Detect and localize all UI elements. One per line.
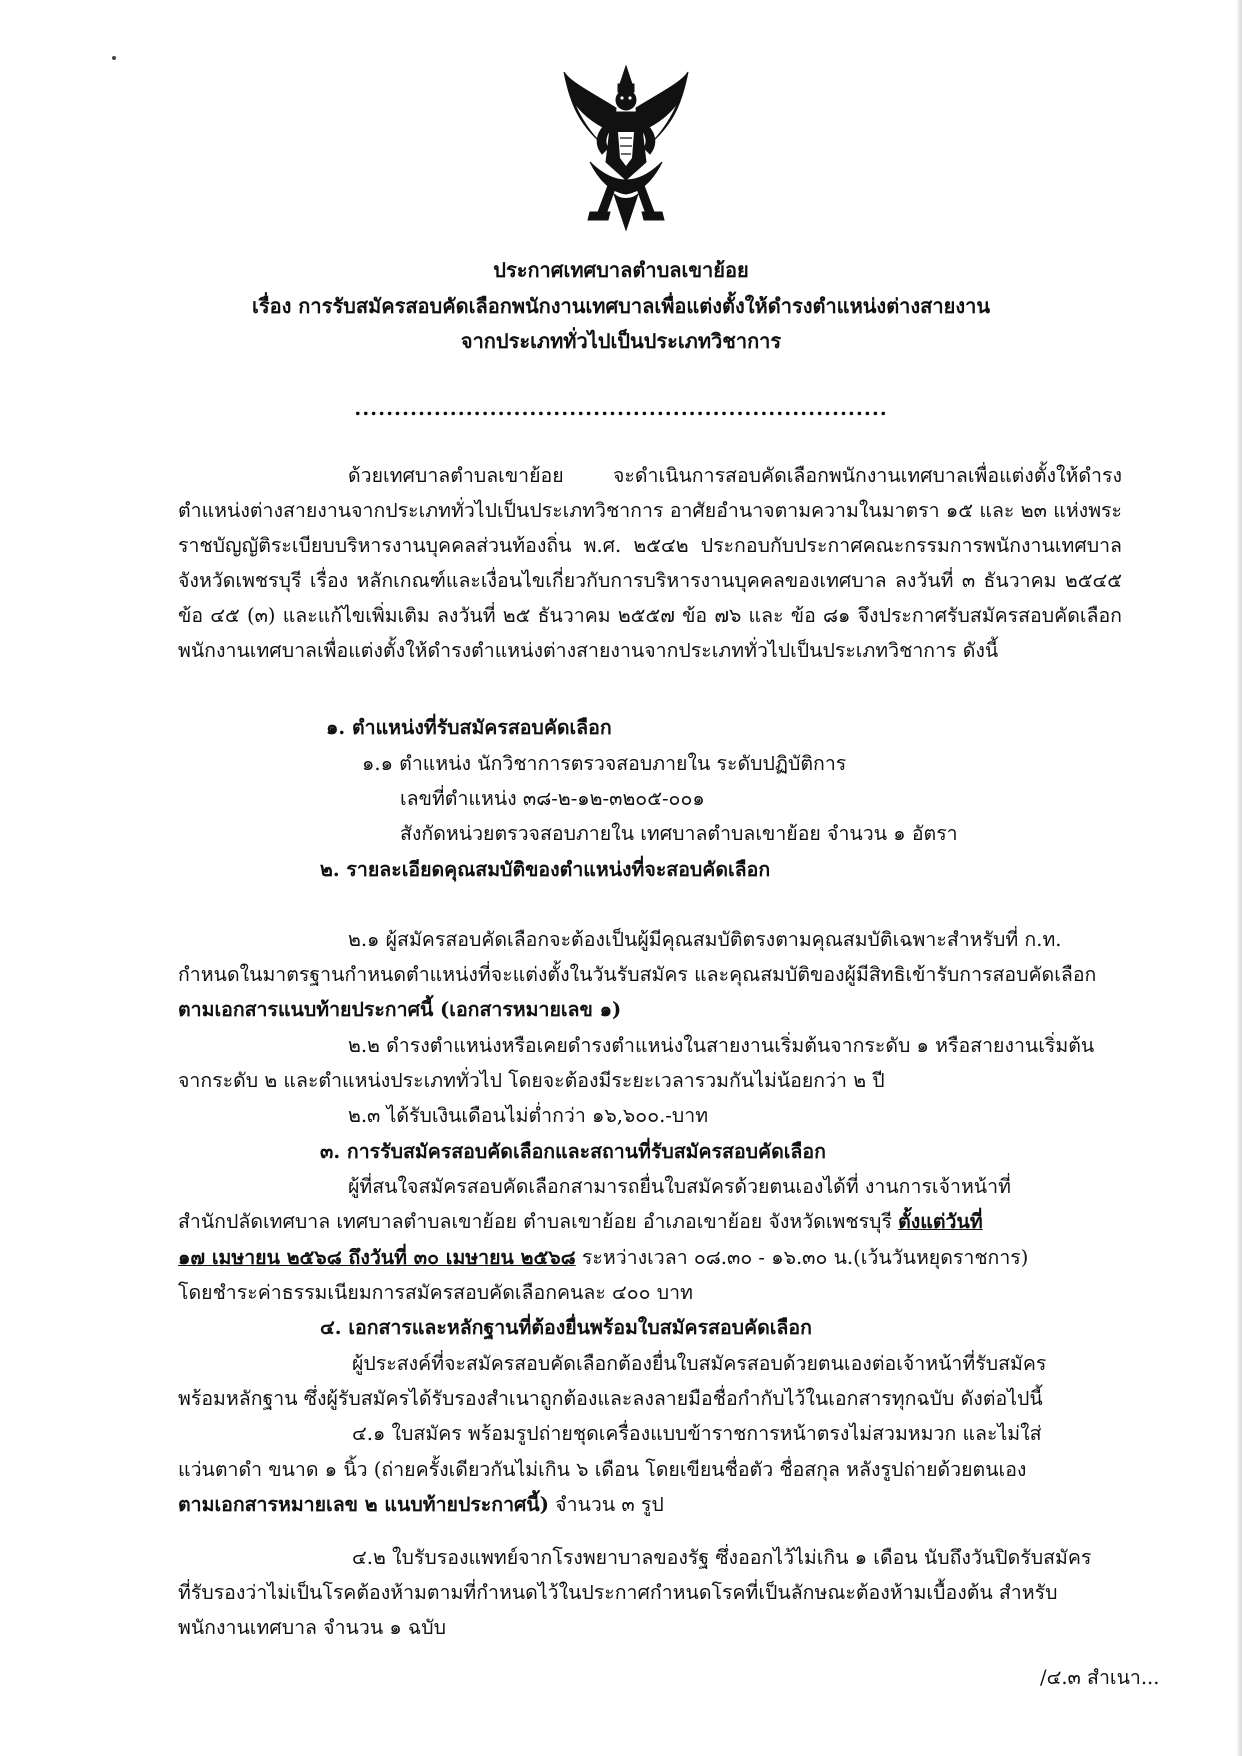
- section2-p1-line2: กำหนดในมาตรฐานกำหนดตำแหน่งที่จะแต่งตั้งในวันรับสมัคร และคุณสมบัติของผู้มีสิทธิเข้ารับการสอบคัดเลือก: [178, 963, 1097, 986]
- section4-title: ๔. เอกสารและหลักฐานที่ต้องยื่นพร้อมใบสมัครสอบคัดเลือก: [320, 1316, 812, 1339]
- section1-item3: สังกัดหน่วยตรวจสอบภายใน เทศบาลตำบลเขาย้อย จำนวน ๑ อัตรา: [400, 822, 958, 845]
- section1-item2: เลขที่ตำแหน่ง ๓๘-๒-๑๒-๓๒๐๕-๐๐๑: [400, 787, 705, 810]
- announcement-subject-cont: จากประเภททั่วไปเป็นประเภทวิชาการ: [460, 329, 782, 353]
- separator-dots: ...................................................................: [354, 396, 888, 420]
- section3-date-range: ๑๗ เมษายน ๒๕๖๘ ถึงวันที่ ๓๐ เมษายน ๒๕๖๘: [178, 1246, 576, 1269]
- section2-title: ๒. รายละเอียดคุณสมบัติของตำแหน่งที่จะสอบคัดเลือก: [320, 858, 771, 881]
- section4-p41-count: จำนวน ๓ รูป: [555, 1493, 664, 1516]
- section3-date-start-label: ตั้งแต่วันที่: [898, 1210, 983, 1233]
- section2-p2-lead: ๒.๒ ดำรงตำแหน่งหรือเคยดำรงตำแหน่งในสายงานเริ่มต้นจากระดับ ๑ หรือสายงานเริ่มต้น: [348, 1034, 1095, 1057]
- section4-p42-line2: ที่รับรองว่าไม่เป็นโรคต้องห้ามตามที่กำหนดไว้ในประกาศกำหนดโรคที่เป็นลักษณะต้องห้ามเบื้องต้น สำหรับ: [178, 1581, 1058, 1604]
- section4-p42-line3: พนักงานเทศบาล จำนวน ๑ ฉบับ: [178, 1616, 446, 1639]
- section3-hours: ระหว่างเวลา ๐๘.๓๐ - ๑๖.๓๐ น.(เว้นวันหยุดราชการ): [581, 1246, 1029, 1269]
- section4-p41-lead: ๔.๑ ใบสมัคร พร้อมรูปถ่ายชุดเครื่องแบบข้าราชการหน้าตรงไม่สวมหมวก และไม่ใส่: [352, 1422, 1042, 1445]
- section3-line3: [178, 1240, 1028, 1275]
- intro-paragraph: ด้วยเทศบาลตำบลเขาย้อย จะดำเนินการสอบคัดเลือกพนักงานเทศบาลเพื่อแต่งตั้งให้ดำรงตำแหน่งต่างสายงานจากประเภททั่วไปเป็นประเภทวิชาการ อาศัยอำนาจตามความในมาตรา ๑๕ และ ๒๓ แห่งพระราชบัญญัติระเบียบบริหารงานบุคคลส่วนท้องถิ่น พ.ศ. ๒๕๔๒ ประกอบกับประกาศคณะกรรมการพนักงานเทศบาลจังหวัดเพชรบุรี เรื่อง หลักเกณฑ์และเงื่อนไขเกี่ยวกับการบริหารงานบุคคลของเทศบาล ลงวันที่ ๓ ธันวาคม ๒๕๔๕ ข้อ ๔๕ (๓) และแก้ไขเพิ่มเติม ลงวันที่ ๒๕ ธันวาคม ๒๕๕๗ ข้อ ๗๖ และ ข้อ ๘๑ จึงประกาศรับสมัครสอบคัดเลือกพนักงานเทศบาลเพื่อแต่งตั้งให้ดำรงตำแหน่งต่างสายงานจากประเภททั่วไปเป็นประเภทวิชาการ ดังนี้: [178, 464, 1122, 662]
- garuda-emblem-icon: [560, 62, 692, 232]
- section3-fee: โดยชำระค่าธรรมเนียมการสมัครสอบคัดเลือกคนละ ๔๐๐ บาท: [178, 1281, 693, 1304]
- section4-p41-line3: [178, 1487, 664, 1522]
- announcement-title: ประกาศเทศบาลตำบลเขาย้อย: [493, 258, 749, 282]
- section2-p3: ๒.๓ ได้รับเงินเดือนไม่ต่ำกว่า ๑๖,๖๐๐.-บาท: [348, 1104, 709, 1127]
- section1-title: ๑. ตำแหน่งที่รับสมัครสอบคัดเลือก: [326, 716, 612, 739]
- section2-p2-line2: จากระดับ ๒ และตำแหน่งประเภททั่วไป โดยจะต้องมีระยะเวลารวมกันไม่น้อยกว่า ๒ ปี: [178, 1069, 885, 1092]
- next-page-reference: /๔.๓ สำเนา...: [1040, 1666, 1160, 1689]
- section4-p42-lead: ๔.๒ ใบรับรองแพทย์จากโรงพยาบาลของรัฐ ซึ่งออกไว้ไม่เกิน ๑ เดือน นับถึงวันปิดรับสมัคร: [352, 1546, 1092, 1569]
- section3-line2: [178, 1204, 983, 1239]
- section4-p41-line2: แว่นตาดำ ขนาด ๑ นิ้ว (ถ่ายครั้งเดียวกันไม่เกิน ๖ เดือน โดยเขียนชื่อตัว ชื่อสกุล หลังรูปถ่ายด้วยตนเอง: [178, 1458, 1027, 1481]
- section4-p41-bold: ตามเอกสารหมายเลข ๒ แนบท้ายประกาศนี้): [178, 1493, 549, 1516]
- section1-item1: ๑.๑ ตำแหน่ง นักวิชาการตรวจสอบภายใน ระดับปฏิบัติการ: [362, 752, 847, 775]
- section3-line1: ผู้ที่สนใจสมัครสอบคัดเลือกสามารถยื่นใบสมัครด้วยตนเองได้ที่ งานการเจ้าหน้าที่: [348, 1175, 1011, 1198]
- section3-location: สำนักปลัดเทศบาล เทศบาลตำบลเขาย้อย ตำบลเขาย้อย อำเภอเขาย้อย จังหวัดเพชรบุรี: [178, 1210, 892, 1233]
- section2-p1-bold: ตามเอกสารแนบท้ายประกาศนี้ (เอกสารหมายเลข ๑): [178, 998, 622, 1021]
- scan-speck: [112, 56, 116, 60]
- section4-line2: พร้อมหลักฐาน ซึ่งผู้รับสมัครได้รับรองสำเนาถูกต้องและลงลายมือชื่อกำกับไว้ในเอกสารทุกฉบับ ดังต่อไปนี้: [178, 1387, 1043, 1410]
- section3-title: ๓. การรับสมัครสอบคัดเลือกและสถานที่รับสมัครสอบคัดเลือก: [320, 1140, 826, 1163]
- announcement-subject: เรื่อง การรับสมัครสอบคัดเลือกพนักงานเทศบาลเพื่อแต่งตั้งให้ดำรงตำแหน่งต่างสายงาน: [251, 294, 991, 318]
- section2-p1-lead: ๒.๑ ผู้สมัครสอบคัดเลือกจะต้องเป็นผู้มีคุณสมบัติตรงตามคุณสมบัติเฉพาะสำหรับที่ ก.ท.: [348, 928, 1062, 951]
- section4-line1: ผู้ประสงค์ที่จะสมัครสอบคัดเลือกต้องยื่นใบสมัครสอบด้วยตนเองต่อเจ้าหน้าที่รับสมัคร: [352, 1352, 1047, 1375]
